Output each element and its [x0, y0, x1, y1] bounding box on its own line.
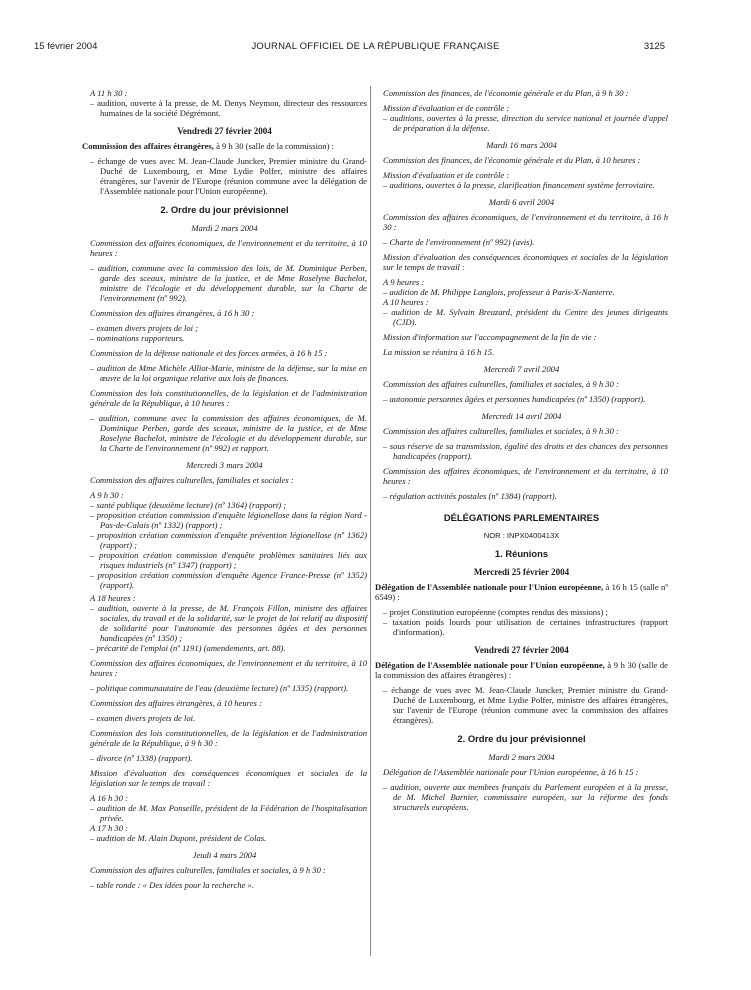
time-line: A 9 heures :: [383, 277, 425, 287]
section-title: DÉLÉGATIONS PARLEMENTAIRES: [443, 512, 600, 523]
agenda-block: [375, 582, 668, 637]
section-heading: 1. Réunions: [494, 548, 549, 559]
day-heading: Mercredi 25 février 2004: [473, 567, 570, 577]
agenda-item: – politique communautaire de l'eau (deuxième lecture) (nº 1335) (rapport).: [82, 683, 367, 693]
block-head: Mission d'évaluation des conséquences économiques et sociales de la législation sur le temps de travail :: [90, 768, 367, 788]
agenda-item: – table ronde : « Des idées pour la recherche ».: [82, 880, 367, 890]
agenda-block: [82, 658, 367, 693]
section-heading: 2. Ordre du jour prévisionnel: [160, 204, 289, 215]
agenda-block: [82, 865, 367, 890]
agenda-item: – examen divers projets de loi ;: [82, 323, 367, 333]
time-line: A 11 h 30 :: [90, 88, 128, 98]
block-head: Commission des affaires culturelles, familiales et sociales, à 9 h 30 :: [383, 379, 619, 389]
agenda-item: – projet Constitution européenne (comptes rendus des missions) ;: [375, 607, 668, 617]
commission-name: Commission des affaires étrangères,: [82, 141, 214, 151]
mission-line: Mission d'évaluation et de contrôle :: [383, 103, 510, 113]
agenda-item: – Charte de l'environnement (nº 992) (avis).: [375, 237, 668, 247]
agenda-block: [375, 426, 668, 461]
time-line: A 18 heures :: [90, 593, 136, 603]
day-heading: Mardi 16 mars 2004: [486, 140, 557, 150]
block-head: Commission de la défense nationale et des forces armées, à 16 h 15 :: [90, 348, 328, 358]
agenda-item: – examen divers projets de loi.: [82, 713, 367, 723]
agenda-item: – échange de vues avec M. Jean-Claude Juncker, Premier ministre du Grand-Duché de Luxembourg, et Mme Lydie Polfer, ministre des affaires étrangères, sur l'avenir de l'Europe (réunion commune avec la délégation de l'Assemblée nationale pour l'Union européenne).: [82, 156, 367, 196]
agenda-block: [375, 155, 668, 190]
agenda-block: [375, 379, 668, 404]
block-head: Mission d'information sur l'accompagnement de la fin de vie :: [383, 332, 597, 342]
agenda-block: [82, 388, 367, 453]
block-head: Commission des lois constitutionnelles, de la législation et de l'administration générale de la République, à 10 heures :: [90, 388, 367, 408]
block-head: Mission d'évaluation des conséquences économiques et sociales de la législation sur le temps de travail :: [383, 252, 668, 272]
time-line: A 16 h 30 :: [90, 793, 129, 803]
day-heading: Mardi 6 avril 2004: [488, 197, 555, 207]
agenda-block: [375, 466, 668, 501]
agenda-block: [375, 660, 668, 725]
agenda-item: – audition, ouverte à la presse, de M. Denys Neymon, directeur des ressources humaines de la société Dégrémont.: [82, 98, 367, 118]
agenda-block: [82, 141, 367, 196]
block-head: Commission des affaires économiques, de l'environnement et du territoire, à 10 heures :: [383, 466, 668, 486]
block-head: Commission des affaires étrangères, à 10 heures :: [90, 698, 262, 708]
day-heading: Mardi 2 mars 2004: [191, 223, 258, 233]
page-header: [0, 41, 751, 55]
delegation-time: à 9 h 30 (salle de la commission des affaires étrangères) :: [375, 660, 668, 680]
agenda-item: – divorce (nº 1338) (rapport).: [82, 753, 367, 763]
day-heading: Vendredi 27 février 2004: [474, 645, 569, 655]
block-head: Commission des lois constitutionnelles, de la législation et de l'administration générale de la République, à 9 h 30 :: [90, 728, 367, 748]
agenda-item: – audition de M. Sylvain Breuzard, président du Centre des jeunes dirigeants (CJD).: [375, 307, 668, 327]
agenda-item: – audition, ouverte à la presse, de M. François Fillon, ministre des affaires sociales, du travail et de la solidarité, sur le projet de loi relatif au dispositif de solidarité pour l'autonomie des personnes âgées et des personnes handicapées (nº 1350) ;: [82, 603, 367, 643]
agenda-item: – nominations rapporteurs.: [82, 333, 367, 343]
agenda-item: – proposition création commission d'enquête problèmes sanitaires liés aux risques industriels (nº 1347) (rapport) ;: [82, 550, 367, 570]
agenda-block: [82, 698, 367, 723]
agenda-item: – proposition création commission d'enquête Agence France-Presse (nº 1352) (rapport).: [82, 570, 367, 590]
delegation-time: à 16 h 15 (salle nº 6549) :: [375, 582, 669, 602]
header-date: 15 février 2004: [34, 41, 98, 52]
agenda-item: – taxation poids lourds pour utilisation de certaines infrastructures (rapport d'information).: [375, 617, 668, 637]
column-divider: [370, 86, 371, 956]
time-line: A 10 heures :: [383, 297, 429, 307]
day-heading: Mercredi 3 mars 2004: [186, 460, 263, 470]
agenda-item: – proposition création commission d'enquête prévention légionellose (nº 1362) (rapport) ;: [82, 530, 367, 550]
agenda-item: – audition, ouverte aux membres français du Parlement européen et à la presse, de M. Michel Barnier, commissaire européen, sur la réforme des fonds structurels européens.: [375, 782, 668, 812]
agenda-item: – régulation activités postales (nº 1384) (rapport).: [375, 491, 668, 501]
agenda-item: – audition de Mme Michèle Alliot-Marie, ministre de la défense, sur la mise en œuvre de la loi organique relative aux lois de finances.: [82, 363, 367, 383]
agenda-block: [375, 252, 668, 327]
agenda-block: [375, 212, 668, 247]
nor-reference: NOR : INPX0400413X: [483, 531, 560, 540]
agenda-item: – audition de M. Max Ponseille, président de la Fédération de l'hospitalisation privée.: [82, 803, 367, 823]
agenda-block: [375, 332, 668, 357]
agenda-item: – audition, commune avec la commission des affaires économiques, de M. Dominique Perben, garde des sceaux, ministre de la justice, et de Mme Roselyne Bachelot, ministre de l'écologie et du développement durable, sur la Charte de l'environnement (nº 992) et rapport.: [82, 413, 367, 453]
agenda-item: – santé publique (deuxième lecture) (nº 1364) (rapport) ;: [82, 500, 367, 510]
block-head: Délégation de l'Assemblée nationale pour l'Union européenne, à 16 h 15 :: [383, 767, 639, 777]
block-head: Commission des affaires économiques, de l'environnement et du territoire, à 10 heures :: [90, 658, 367, 678]
day-heading: Jeudi 4 mars 2004: [192, 850, 257, 860]
agenda-item: – échange de vues avec M. Jean-Claude Juncker, Premier ministre du Grand-Duché de Luxembourg, et Mme Lydie Polfer, ministre des affaires étrangères, sur l'avenir de l'Europe (réunion commune avec la commission des affaires étrangères).: [375, 685, 668, 725]
section-heading: 2. Ordre du jour prévisionnel: [457, 733, 586, 744]
commission-time: à 9 h 30 (salle de la commission) :: [213, 141, 334, 151]
block-head: Commission des affaires économiques, de l'environnement et du territoire, à 10 heures :: [90, 238, 367, 258]
agenda-item: – proposition création commission d'enquête légionellose dans la région Nord - Pas-de-Calais (nº 1332) (rapport) ;: [82, 510, 367, 530]
block-head: Commission des affaires économiques, de l'environnement et du territoire, à 16 h 30 :: [383, 212, 668, 232]
delegation-name: Délégation de l'Assemblée nationale pour l'Union européenne,: [375, 660, 605, 670]
block-head: Commission des affaires culturelles, familiales et sociales :: [90, 475, 294, 485]
agenda-item: – précarité de l'emploi (nº 1191) (amendements, art. 88).: [82, 643, 367, 653]
agenda-block: [375, 767, 668, 812]
meeting-note: La mission se réunira à 16 h 15.: [383, 347, 495, 357]
block-head: Commission des finances, de l'économie générale et du Plan, à 9 h 30 :: [383, 88, 629, 98]
mission-line: Mission d'évaluation et de contrôle :: [383, 170, 510, 180]
block-head: Commission des affaires étrangères, à 16 h 30 :: [90, 308, 255, 318]
left-column: [82, 88, 367, 895]
block-head: Commission des affaires culturelles, familiales et sociales, à 9 h 30 :: [383, 426, 619, 436]
agenda-block: [82, 238, 367, 303]
day-heading: Mercredi 7 avril 2004: [483, 364, 560, 374]
agenda-item: – auditions, ouvertes à la presse, direction du service national et journée d'appel de préparation à la défense.: [375, 113, 668, 133]
day-heading: Vendredi 27 février 2004: [177, 126, 272, 136]
agenda-item: – audition de M. Alain Dupont, président de Colas.: [82, 833, 367, 843]
agenda-item: – sous réserve de sa transmission, égalité des droits et des chances des personnes handicapées (rapport).: [375, 441, 668, 461]
agenda-block: [82, 768, 367, 843]
agenda-item: – autonomie personnes âgées et personnes handicapées (nº 1350) (rapport).: [375, 394, 668, 404]
day-heading: Mardi 2 mars 2004: [488, 752, 555, 762]
agenda-item: – auditions, ouvertes à la presse, clarification financement système ferroviaire.: [375, 180, 668, 190]
right-column: [375, 88, 668, 817]
day-heading: Mercredi 14 avril 2004: [481, 411, 562, 421]
agenda-block: [82, 475, 367, 653]
time-line: A 17 h 30 :: [90, 823, 129, 833]
agenda-item: – audition de M. Philippe Langlois, professeur à Paris-X-Nanterre.: [375, 287, 668, 297]
time-line: A 9 h 30 :: [90, 490, 124, 500]
block-head: Commission des affaires culturelles, familiales et sociales, à 9 h 30 :: [90, 865, 326, 875]
journal-title: JOURNAL OFFICIEL DE LA RÉPUBLIQUE FRANÇAISE: [251, 41, 500, 52]
agenda-block: [82, 88, 367, 118]
agenda-block: [375, 88, 668, 133]
agenda-block: [82, 728, 367, 763]
page-number: 3125: [643, 41, 665, 52]
agenda-item: – audition, commune avec la commission des lois, de M. Dominique Perben, garde des sceaux, ministre de la justice, et de Mme Roselyne Bachelot, ministre de l'écologie et du développement durable, sur la Charte de l'environnement (nº 992).: [82, 263, 367, 303]
delegation-name: Délégation de l'Assemblée nationale pour l'Union européenne,: [375, 582, 604, 592]
block-head: Commission des finances, de l'économie générale et du Plan, à 10 heures :: [383, 155, 641, 165]
agenda-block: [82, 348, 367, 383]
agenda-block: [82, 308, 367, 343]
